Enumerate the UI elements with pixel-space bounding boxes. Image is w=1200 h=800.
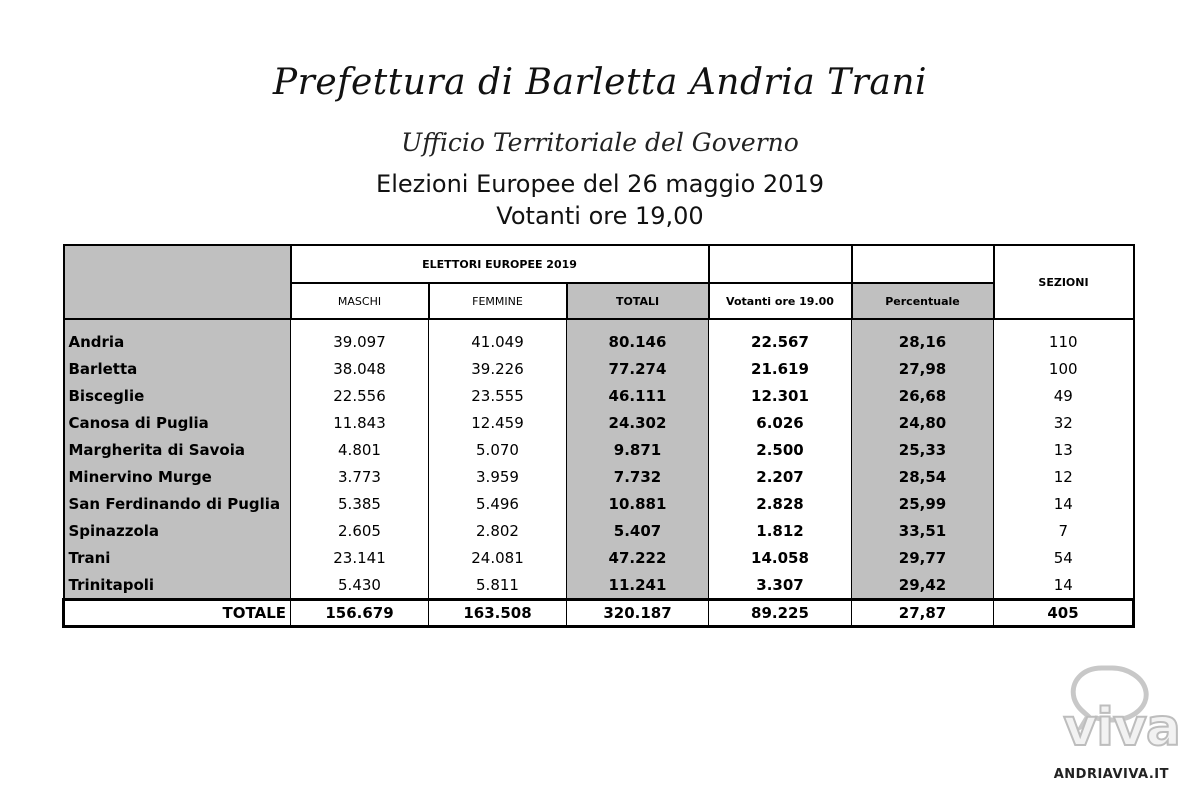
total-votanti: 89.225 [709,600,852,627]
watermark-site: ANDRIAVIVA.IT [1049,766,1174,783]
table-row [64,382,1134,409]
header-totali: TOTALI [567,283,709,319]
maschi-value: 4.801 [291,436,429,463]
femmine-value: 3.959 [429,463,567,490]
votanti-value: 2.500 [709,436,852,463]
header-votanti: Votanti ore 19,00 [496,202,704,230]
percentuale-value: 29,77 [852,544,994,571]
sezioni-value: 12 [994,463,1134,490]
table-row [64,544,1134,571]
table-row [64,328,1134,355]
totali-value: 11.241 [567,571,709,600]
totali-value: 24.302 [567,409,709,436]
maschi-value: 2.605 [291,517,429,544]
header-percentuale: Percentuale [852,283,994,319]
votanti-table [62,244,1135,628]
totali-value: 46.111 [567,382,709,409]
maschi-value: 11.843 [291,409,429,436]
femmine-value: 23.555 [429,382,567,409]
totali-value: 7.732 [567,463,709,490]
sezioni-value: 100 [994,355,1134,382]
header-blank-percentuale [852,245,994,283]
maschi-value: 22.556 [291,382,429,409]
sezioni-value: 7 [994,517,1134,544]
femmine-value: 5.070 [429,436,567,463]
votanti-value: 12.301 [709,382,852,409]
femmine-value: 24.081 [429,544,567,571]
total-maschi: 156.679 [291,600,429,627]
sezioni-value: 13 [994,436,1134,463]
maschi-value: 38.048 [291,355,429,382]
comune-name: Trani [64,544,291,571]
votanti-value: 2.207 [709,463,852,490]
viva-watermark [1032,660,1180,790]
comune-name: Andria [64,328,291,355]
maschi-value: 5.385 [291,490,429,517]
femmine-value: 41.049 [429,328,567,355]
header-blank-votanti [709,245,852,283]
header-elezioni: Elezioni Europee del 26 maggio 2019 [376,170,824,198]
comune-name: Bisceglie [64,382,291,409]
totali-value: 9.871 [567,436,709,463]
sezioni-value: 110 [994,328,1134,355]
votanti-value: 1.812 [709,517,852,544]
maschi-value: 5.430 [291,571,429,600]
table-row [64,436,1134,463]
totali-value: 47.222 [567,544,709,571]
table-row [64,355,1134,382]
totali-value: 77.274 [567,355,709,382]
sezioni-value: 14 [994,571,1134,600]
percentuale-value: 28,16 [852,328,994,355]
femmine-value: 5.811 [429,571,567,600]
votanti-value: 14.058 [709,544,852,571]
header-femmine: FEMMINE [429,283,567,319]
maschi-value: 39.097 [291,328,429,355]
comune-name: Canosa di Puglia [64,409,291,436]
sezioni-value: 32 [994,409,1134,436]
header-ufficio: Ufficio Territoriale del Governo [401,128,799,157]
total-femmine: 163.508 [429,600,567,627]
votanti-value: 2.828 [709,490,852,517]
table-row [64,463,1134,490]
maschi-value: 3.773 [291,463,429,490]
total-row [64,600,1134,627]
spacer-row [64,319,1134,328]
percentuale-value: 33,51 [852,517,994,544]
percentuale-value: 25,99 [852,490,994,517]
total-sezioni: 405 [994,600,1134,627]
votanti-value: 6.026 [709,409,852,436]
percentuale-value: 28,54 [852,463,994,490]
table-row [64,490,1134,517]
femmine-value: 12.459 [429,409,567,436]
votanti-value: 22.567 [709,328,852,355]
total-label: TOTALE [64,600,291,627]
votanti-value: 21.619 [709,355,852,382]
comune-name: Minervino Murge [64,463,291,490]
femmine-value: 39.226 [429,355,567,382]
sezioni-value: 14 [994,490,1134,517]
maschi-value: 23.141 [291,544,429,571]
totali-value: 5.407 [567,517,709,544]
total-totali: 320.187 [567,600,709,627]
percentuale-value: 25,33 [852,436,994,463]
femmine-value: 2.802 [429,517,567,544]
table-row [64,409,1134,436]
header-prefettura: Prefettura di Barletta Andria Trani [272,62,928,103]
header-blank-cell [64,245,291,319]
comune-name: Trinitapoli [64,571,291,600]
femmine-value: 5.496 [429,490,567,517]
comune-name: San Ferdinando di Puglia [64,490,291,517]
totali-value: 10.881 [567,490,709,517]
totali-value: 80.146 [567,328,709,355]
watermark-word: viva [1063,698,1180,758]
sezioni-value: 54 [994,544,1134,571]
percentuale-value: 26,68 [852,382,994,409]
header-sezioni: SEZIONI [994,245,1134,319]
votanti-value: 3.307 [709,571,852,600]
comune-name: Margherita di Savoia [64,436,291,463]
comune-name: Barletta [64,355,291,382]
percentuale-value: 24,80 [852,409,994,436]
header-elettori-group: ELETTORI EUROPEE 2019 [291,245,709,283]
header-votanti-ore: Votanti ore 19.00 [709,283,852,319]
table-row [64,571,1134,600]
table-row [64,517,1134,544]
percentuale-value: 27,98 [852,355,994,382]
sezioni-value: 49 [994,382,1134,409]
header-maschi: MASCHI [291,283,429,319]
total-percentuale: 27,87 [852,600,994,627]
percentuale-value: 29,42 [852,571,994,600]
comune-name: Spinazzola [64,517,291,544]
